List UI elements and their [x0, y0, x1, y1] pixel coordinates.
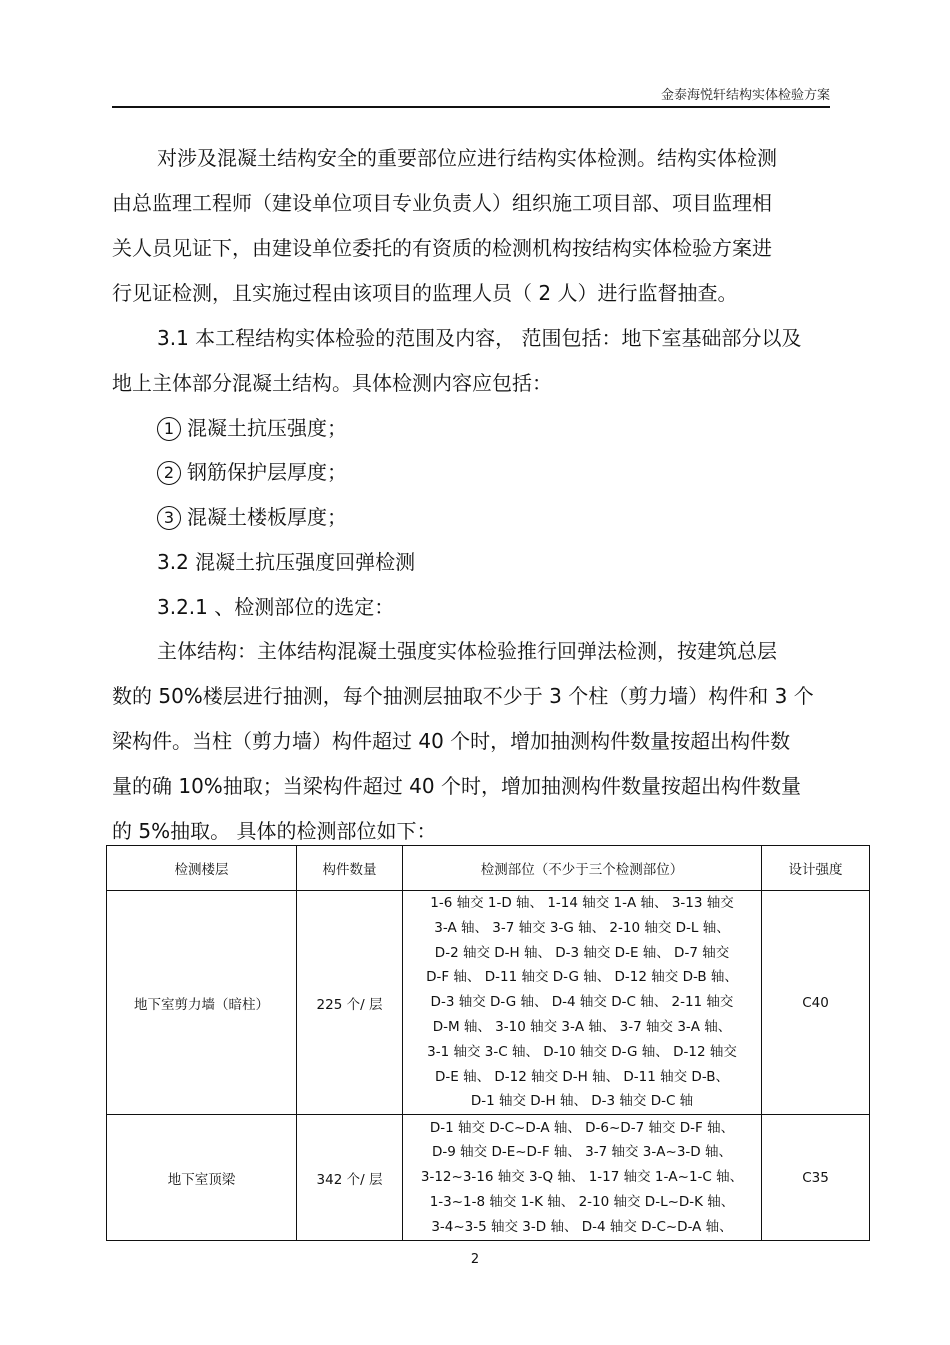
circled-number: 3 — [157, 506, 181, 530]
cell-locations — [403, 1115, 762, 1241]
cell-strength: C35 — [762, 1115, 870, 1241]
list-item — [157, 459, 347, 485]
cell-strength: C40 — [762, 891, 870, 1115]
cell-count: 225 个/ 层 — [297, 891, 403, 1115]
location-line: 3-A 轴、 3-7 轴交 3-G 轴、 2-10 轴交 D-L 轴、 — [434, 919, 730, 936]
paragraph-line: 对涉及混凝土结构安全的重要部位应进行结构实体检测。结构实体检测 — [157, 146, 777, 170]
location-line: 3-4~3-5 轴交 3-D 轴、 D-4 轴交 D-C~D-A 轴、 — [431, 1218, 733, 1235]
paragraph-line: 地上主体部分混凝土结构。具体检测内容应包括： — [112, 371, 552, 395]
paragraph-line: 由总监理工程师（建设单位项目专业负责人）组织施工项目部、项目监理相 — [112, 191, 772, 215]
cell-locations — [403, 891, 762, 1115]
header-rule — [112, 106, 830, 108]
location-line: D-F 轴、 D-11 轴交 D-G 轴、 D-12 轴交 D-B 轴、 — [426, 969, 738, 986]
cell-floor: 地下室顶梁 — [107, 1115, 297, 1241]
location-line: D-M 轴、 3-10 轴交 3-A 轴、 3-7 轴交 3-A 轴、 — [432, 1018, 732, 1035]
cell-count: 342 个/ 层 — [297, 1115, 403, 1241]
location-line: D-E 轴、 D-12 轴交 D-H 轴、 D-11 轴交 D-B、 — [435, 1068, 729, 1085]
paragraph-line: 的 5%抽取。 具体的检测部位如下： — [112, 819, 437, 843]
paragraph-line: 主体结构：主体结构混凝土强度实体检验推行回弹法检测，按建筑总层 — [157, 639, 777, 663]
location-line: D-1 轴交 D-C~D-A 轴、 D-6~D-7 轴交 D-F 轴、 — [429, 1119, 735, 1136]
list-item-text: 钢筋保护层厚度； — [187, 460, 347, 484]
table-row — [107, 891, 870, 1115]
cell-floor: 地下室剪力墙（暗柱） — [107, 891, 297, 1115]
list-item — [157, 415, 347, 441]
header-locations: 检测部位（不少于三个检测部位） — [403, 846, 762, 891]
paragraph-line: 关人员见证下，由建设单位委托的有资质的检测机构按结构实体检验方案进 — [112, 236, 772, 260]
inspection-table — [106, 845, 870, 1241]
circled-number: 2 — [157, 461, 181, 485]
header-strength: 设计强度 — [762, 846, 870, 891]
table-row — [107, 1115, 870, 1241]
location-line: 1-6 轴交 1-D 轴、 1-14 轴交 1-A 轴、 3-13 轴交 — [430, 895, 734, 911]
paragraph-line: 行见证检测，且实施过程由该项目的监理人员（ 2 人）进行监督抽查。 — [112, 281, 738, 305]
subsection-heading: 3.2.1 、检测部位的选定： — [157, 595, 395, 619]
header-count: 构件数量 — [297, 846, 403, 891]
list-item-text: 混凝土楼板厚度； — [187, 505, 347, 529]
location-line: D-1 轴交 D-H 轴、 D-3 轴交 D-C 轴 — [470, 1093, 694, 1110]
list-item — [157, 504, 347, 530]
location-line: D-9 轴交 D-E~D-F 轴、 3-7 轴交 3-A~3-D 轴、 — [432, 1144, 732, 1161]
location-line: 3-12~3-16 轴交 3-Q 轴、 1-17 轴交 1-A~1-C 轴、 — [420, 1169, 744, 1186]
paragraph-line: 3.1 本工程结构实体检验的范围及内容， 范围包括：地下室基础部分以及 — [157, 326, 802, 350]
paragraph-line: 量的确 10%抽取；当梁构件超过 40 个时，增加抽测构件数量按超出构件数量 — [112, 774, 801, 798]
table-header-row — [107, 846, 870, 891]
location-line: D-3 轴交 D-G 轴、 D-4 轴交 D-C 轴、 2-11 轴交 — [430, 994, 734, 1011]
location-line: 3-1 轴交 3-C 轴、 D-10 轴交 D-G 轴、 D-12 轴交 — [427, 1043, 737, 1060]
circled-number: 1 — [157, 417, 181, 441]
location-line: 1-3~1-8 轴交 1-K 轴、 2-10 轴交 D-L~D-K 轴、 — [429, 1194, 735, 1211]
page-number: 2 — [470, 1252, 480, 1267]
section-heading: 3.2 混凝土抗压强度回弹检测 — [157, 550, 416, 574]
header-floor: 检测楼层 — [107, 846, 297, 891]
paragraph-line: 梁构件。当柱（剪力墙）构件超过 40 个时，增加抽测构件数量按超出构件数 — [112, 729, 791, 753]
list-item-text: 混凝土抗压强度； — [187, 416, 347, 440]
location-line: D-2 轴交 D-H 轴、 D-3 轴交 D-E 轴、 D-7 轴交 — [434, 944, 730, 961]
paragraph-line: 数的 50%楼层进行抽测，每个抽测层抽取不少于 3 个柱（剪力墙）构件和 3 个 — [112, 684, 814, 708]
page-header-title: 金泰海悦轩结构实体检验方案 — [660, 88, 830, 103]
